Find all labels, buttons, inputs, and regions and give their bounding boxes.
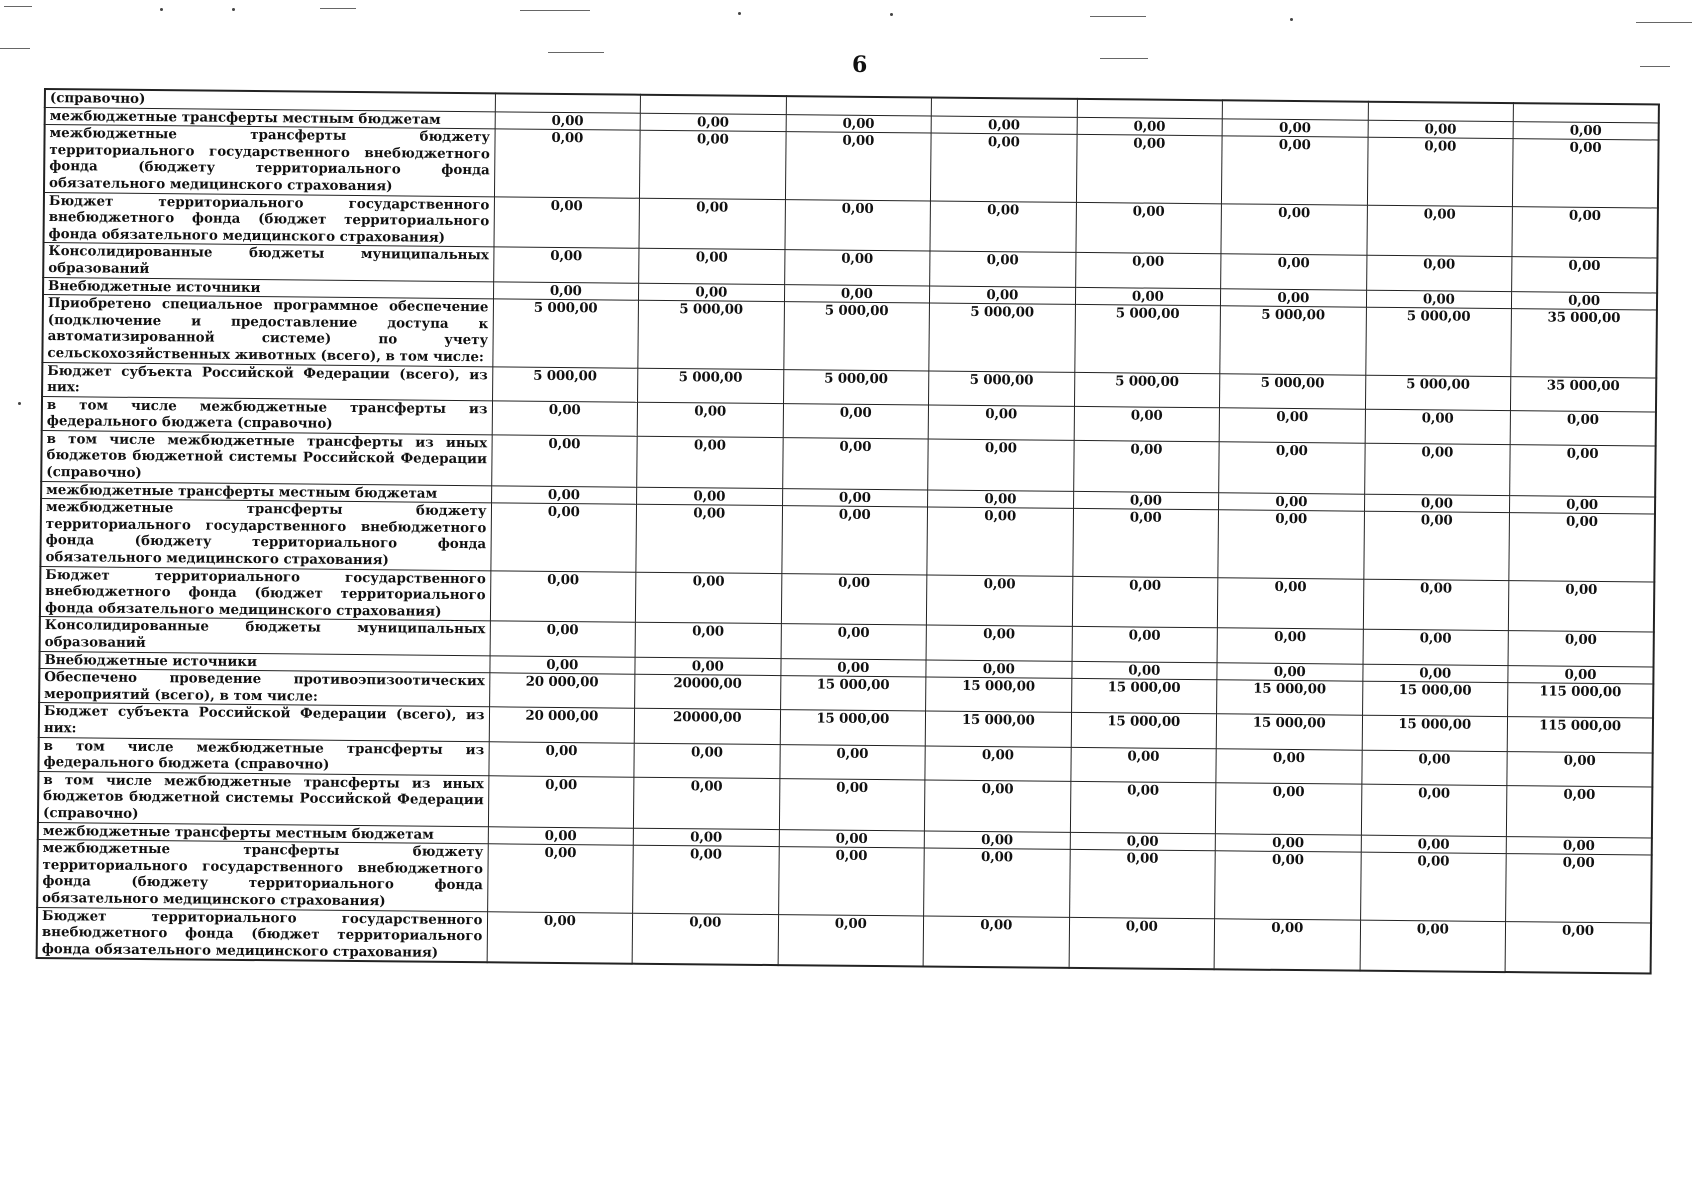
value-cell: 0,00 bbox=[782, 437, 928, 489]
value-cell: 0,00 bbox=[1075, 202, 1221, 254]
value-cell: 0,00 bbox=[1073, 440, 1219, 492]
value-cell: 0,00 bbox=[1072, 576, 1218, 628]
value-cell: 0,00 bbox=[637, 436, 783, 488]
value-cell: 0,00 bbox=[1217, 628, 1363, 664]
value-cell bbox=[931, 98, 1077, 117]
value-cell: 0,00 bbox=[1506, 785, 1652, 837]
row-label: Бюджет территориального государственного внебюджетного фонда (бюджет территориального фонда обязательного медицинского страхования) bbox=[37, 907, 487, 963]
row-label: Бюджет субъекта Российской Федерации (всего), из них: bbox=[39, 703, 489, 742]
value-cell: 0,00 bbox=[779, 778, 925, 830]
value-cell: 0,00 bbox=[1215, 851, 1361, 920]
value-cell: 0,00 bbox=[779, 744, 925, 780]
row-label: Бюджет субъекта Российской Федерации (всего), из них: bbox=[42, 362, 492, 401]
value-cell: 0,00 bbox=[783, 403, 929, 439]
row-label: межбюджетные трансферты местным бюджетам bbox=[41, 481, 491, 503]
value-cell: 0,00 bbox=[495, 111, 641, 130]
value-cell: 0,00 bbox=[639, 130, 785, 199]
value-cell: 0,00 bbox=[488, 741, 634, 777]
value-cell: 0,00 bbox=[640, 113, 786, 132]
value-cell: 0,00 bbox=[494, 129, 640, 198]
value-cell: 0,00 bbox=[924, 831, 1070, 850]
value-cell: 0,00 bbox=[1365, 409, 1511, 445]
value-cell: 0,00 bbox=[1361, 750, 1507, 786]
value-cell: 0,00 bbox=[927, 507, 1073, 576]
value-cell: 0,00 bbox=[1506, 854, 1652, 923]
value-cell: 0,00 bbox=[928, 439, 1074, 491]
value-cell: 15 000,00 bbox=[1362, 681, 1508, 717]
value-cell: 0,00 bbox=[637, 487, 783, 506]
value-cell: 0,00 bbox=[1506, 836, 1652, 855]
value-cell: 0,00 bbox=[490, 503, 636, 572]
value-cell: 5 000,00 bbox=[783, 302, 929, 371]
value-cell: 0,00 bbox=[1070, 832, 1216, 851]
value-cell: 0,00 bbox=[1071, 661, 1217, 680]
value-cell: 0,00 bbox=[1073, 491, 1219, 510]
value-cell: 0,00 bbox=[1363, 630, 1509, 666]
value-cell: 0,00 bbox=[1361, 784, 1507, 836]
value-cell: 0,00 bbox=[490, 570, 636, 622]
value-cell: 0,00 bbox=[779, 829, 925, 848]
value-cell: 0,00 bbox=[1364, 494, 1510, 513]
value-cell: 15 000,00 bbox=[926, 677, 1072, 713]
value-cell: 35 000,00 bbox=[1510, 376, 1656, 412]
row-label: межбюджетные трансферты бюджету территориального государственного внебюджетного фонда (бюджету территориального фонда обязательного медицинского страхования) bbox=[40, 499, 491, 571]
value-cell: 0,00 bbox=[1069, 917, 1215, 970]
value-cell: 5 000,00 bbox=[1219, 373, 1365, 409]
value-cell: 0,00 bbox=[635, 623, 781, 659]
value-cell: 15 000,00 bbox=[1217, 680, 1363, 716]
value-cell: 5 000,00 bbox=[1220, 306, 1366, 375]
value-cell: 0,00 bbox=[930, 133, 1076, 202]
value-cell: 15 000,00 bbox=[1071, 713, 1217, 749]
value-cell: 0,00 bbox=[778, 847, 924, 916]
value-cell: 5 000,00 bbox=[492, 299, 638, 368]
value-cell: 0,00 bbox=[929, 286, 1075, 305]
value-cell: 15 000,00 bbox=[1362, 716, 1508, 752]
value-cell: 0,00 bbox=[1221, 203, 1367, 255]
value-cell: 0,00 bbox=[1217, 662, 1363, 681]
value-cell: 0,00 bbox=[1366, 205, 1512, 257]
value-cell: 0,00 bbox=[1219, 442, 1365, 494]
value-cell: 0,00 bbox=[491, 435, 637, 487]
row-label: межбюджетные трансферты бюджету территориального государственного внебюджетного фонда (бюджету территориального фонда обязательного медицинского страхования) bbox=[44, 125, 495, 197]
value-cell: 0,00 bbox=[928, 405, 1074, 441]
value-cell: 0,00 bbox=[492, 401, 638, 437]
value-cell: 0,00 bbox=[1368, 120, 1514, 139]
value-cell: 0,00 bbox=[1222, 118, 1368, 137]
value-cell: 0,00 bbox=[926, 625, 1072, 661]
value-cell: 0,00 bbox=[1360, 852, 1506, 921]
value-cell: 0,00 bbox=[926, 660, 1072, 679]
value-cell: 0,00 bbox=[1511, 291, 1657, 310]
value-cell: 0,00 bbox=[1366, 290, 1512, 309]
value-cell: 0,00 bbox=[1513, 121, 1659, 140]
value-cell: 0,00 bbox=[1070, 747, 1216, 783]
value-cell: 5 000,00 bbox=[1074, 305, 1220, 374]
value-cell: 0,00 bbox=[1362, 664, 1508, 683]
row-label: межбюджетные трансферты местным бюджетам bbox=[38, 822, 488, 844]
value-cell: 0,00 bbox=[1072, 627, 1218, 663]
value-cell: 5 000,00 bbox=[783, 369, 929, 405]
value-cell: 0,00 bbox=[1215, 833, 1361, 852]
value-cell: 15 000,00 bbox=[1216, 714, 1362, 750]
value-cell bbox=[495, 93, 641, 112]
value-cell: 0,00 bbox=[1077, 117, 1223, 136]
row-label: (справочно) bbox=[45, 89, 495, 111]
budget-table-body bbox=[37, 89, 1659, 974]
value-cell: 5 000,00 bbox=[929, 303, 1075, 372]
value-cell: 0,00 bbox=[1219, 492, 1365, 511]
value-cell: 5 000,00 bbox=[1074, 372, 1220, 408]
value-cell: 35 000,00 bbox=[1511, 309, 1657, 378]
value-cell: 0,00 bbox=[1509, 513, 1655, 582]
value-cell: 5 000,00 bbox=[1365, 375, 1511, 411]
value-cell: 0,00 bbox=[1219, 407, 1365, 443]
value-cell: 115 000,00 bbox=[1507, 717, 1653, 753]
value-cell: 0,00 bbox=[1218, 510, 1364, 579]
row-label: межбюджетные трансферты местным бюджетам bbox=[45, 107, 495, 129]
value-cell: 0,00 bbox=[782, 488, 928, 507]
value-cell: 15 000,00 bbox=[780, 676, 926, 712]
value-cell: 0,00 bbox=[926, 575, 1072, 627]
value-cell: 0,00 bbox=[634, 743, 780, 779]
value-cell: 0,00 bbox=[1217, 577, 1363, 629]
row-label: Консолидированные бюджеты муниципальных образований bbox=[43, 243, 493, 282]
value-cell: 0,00 bbox=[1367, 137, 1513, 206]
row-label: в том числе межбюджетные трансферты из федерального бюджета (справочно) bbox=[42, 396, 492, 435]
value-cell: 0,00 bbox=[490, 621, 636, 657]
value-cell: 0,00 bbox=[632, 913, 778, 966]
row-label: в том числе межбюджетные трансферты из федерального бюджета (справочно) bbox=[38, 737, 488, 776]
budget-table-sheet bbox=[36, 88, 1658, 975]
value-cell: 0,00 bbox=[488, 826, 634, 845]
value-cell: 0,00 bbox=[1508, 631, 1654, 667]
value-cell: 20 000,00 bbox=[489, 673, 635, 709]
value-cell: 0,00 bbox=[1076, 135, 1222, 204]
value-cell: 0,00 bbox=[781, 624, 927, 660]
value-cell: 0,00 bbox=[778, 914, 924, 967]
value-cell: 5 000,00 bbox=[929, 371, 1075, 407]
value-cell: 0,00 bbox=[493, 281, 639, 300]
value-cell: 5 000,00 bbox=[492, 366, 638, 402]
row-label: межбюджетные трансферты бюджету территориального государственного внебюджетного фонда (бюджету территориального фонда обязательного медицинского страхования) bbox=[37, 840, 488, 912]
value-cell: 0,00 bbox=[1215, 783, 1361, 835]
value-cell: 0,00 bbox=[638, 283, 784, 302]
value-cell: 0,00 bbox=[784, 250, 930, 286]
value-cell: 0,00 bbox=[1512, 257, 1658, 293]
value-cell: 0,00 bbox=[1072, 509, 1218, 578]
value-cell: 0,00 bbox=[636, 504, 782, 573]
value-cell bbox=[786, 96, 932, 115]
value-cell bbox=[1513, 103, 1659, 122]
value-cell: 0,00 bbox=[633, 828, 779, 847]
row-label: Консолидированные бюджеты муниципальных образований bbox=[40, 617, 490, 656]
value-cell: 0,00 bbox=[1363, 579, 1509, 631]
value-cell: 0,00 bbox=[786, 114, 932, 133]
value-cell: 0,00 bbox=[1360, 920, 1506, 973]
value-cell: 0,00 bbox=[1070, 781, 1216, 833]
value-cell: 20000,00 bbox=[634, 709, 780, 745]
value-cell: 0,00 bbox=[639, 198, 785, 250]
value-cell: 0,00 bbox=[785, 132, 931, 201]
value-cell: 0,00 bbox=[1505, 921, 1651, 974]
value-cell: 20000,00 bbox=[635, 674, 781, 710]
value-cell: 0,00 bbox=[1361, 835, 1507, 854]
value-cell: 0,00 bbox=[635, 572, 781, 624]
value-cell: 0,00 bbox=[1366, 256, 1512, 292]
value-cell: 5 000,00 bbox=[638, 368, 784, 404]
value-cell: 5 000,00 bbox=[1365, 307, 1511, 376]
value-cell: 0,00 bbox=[487, 844, 633, 913]
value-cell: 15 000,00 bbox=[780, 710, 926, 746]
page-number: 6 bbox=[852, 52, 868, 78]
value-cell: 0,00 bbox=[1510, 410, 1656, 446]
value-cell: 0,00 bbox=[1507, 751, 1653, 787]
row-label: Приобретено специальное программное обеспечение (подключение и предоставление доступа к автоматизированной системе) по учету сельскохозяйственных животных (всего), в том числе: bbox=[42, 295, 493, 367]
value-cell: 0,00 bbox=[1214, 918, 1360, 971]
value-cell bbox=[1368, 102, 1514, 121]
value-cell: 0,00 bbox=[1509, 495, 1655, 514]
row-label: Обеспечено проведение противоэпизоотических мероприятий (всего), в том числе: bbox=[39, 669, 489, 708]
value-cell: 20 000,00 bbox=[489, 707, 635, 743]
value-cell: 0,00 bbox=[1216, 748, 1362, 784]
budget-table bbox=[36, 88, 1660, 975]
value-cell: 0,00 bbox=[489, 655, 635, 674]
value-cell: 0,00 bbox=[1512, 206, 1658, 258]
row-label: Бюджет территориального государственного внебюджетного фонда (бюджет территориального фонда обязательного медицинского страхования) bbox=[40, 566, 490, 621]
value-cell: 0,00 bbox=[493, 247, 639, 283]
value-cell: 0,00 bbox=[1508, 665, 1654, 684]
value-cell: 0,00 bbox=[639, 249, 785, 285]
value-cell: 0,00 bbox=[784, 284, 930, 303]
value-cell: 0,00 bbox=[1364, 443, 1510, 495]
row-label: Внебюджетные источники bbox=[39, 651, 489, 673]
value-cell: 0,00 bbox=[1221, 136, 1367, 205]
value-cell: 0,00 bbox=[923, 915, 1069, 968]
value-cell: 0,00 bbox=[1512, 139, 1658, 208]
value-cell: 0,00 bbox=[784, 199, 930, 251]
value-cell: 0,00 bbox=[924, 780, 1070, 832]
value-cell: 15 000,00 bbox=[925, 711, 1071, 747]
value-cell bbox=[640, 95, 786, 114]
value-cell: 0,00 bbox=[633, 845, 779, 914]
value-cell: 0,00 bbox=[780, 658, 926, 677]
value-cell: 0,00 bbox=[1510, 444, 1656, 496]
value-cell: 0,00 bbox=[1221, 254, 1367, 290]
value-cell: 0,00 bbox=[924, 848, 1070, 917]
value-cell: 0,00 bbox=[1220, 288, 1366, 307]
row-label: Бюджет территориального государственного внебюджетного фонда (бюджет территориального фонда обязательного медицинского страхования) bbox=[44, 192, 494, 247]
value-cell: 0,00 bbox=[487, 911, 633, 964]
value-cell: 0,00 bbox=[488, 776, 634, 828]
value-cell: 0,00 bbox=[1075, 287, 1221, 306]
value-cell: 0,00 bbox=[931, 116, 1077, 135]
value-cell: 0,00 bbox=[1074, 406, 1220, 442]
value-cell: 0,00 bbox=[493, 196, 639, 248]
value-cell: 0,00 bbox=[930, 251, 1076, 287]
row-label: Внебюджетные источники bbox=[43, 277, 493, 299]
value-cell: 0,00 bbox=[928, 490, 1074, 509]
value-cell: 0,00 bbox=[781, 573, 927, 625]
value-cell: 0,00 bbox=[637, 402, 783, 438]
value-cell bbox=[1222, 100, 1368, 119]
value-cell: 5 000,00 bbox=[638, 300, 784, 369]
value-cell: 115 000,00 bbox=[1508, 683, 1654, 719]
row-label: в том числе межбюджетные трансферты из иных бюджетов бюджетной системы Российской Федерации (справочно) bbox=[41, 430, 491, 485]
value-cell: 0,00 bbox=[633, 777, 779, 829]
row-label: в том числе межбюджетные трансферты из иных бюджетов бюджетной системы Российской Федерации (справочно) bbox=[38, 771, 488, 826]
value-cell: 15 000,00 bbox=[1071, 679, 1217, 715]
value-cell: 0,00 bbox=[1075, 253, 1221, 289]
value-cell: 0,00 bbox=[491, 485, 637, 504]
value-cell: 0,00 bbox=[1508, 580, 1654, 632]
value-cell: 0,00 bbox=[635, 657, 781, 676]
value-cell bbox=[1077, 99, 1223, 118]
value-cell: 0,00 bbox=[781, 506, 927, 575]
value-cell: 0,00 bbox=[930, 201, 1076, 253]
value-cell: 0,00 bbox=[1363, 511, 1509, 580]
value-cell: 0,00 bbox=[925, 746, 1071, 782]
value-cell: 0,00 bbox=[1069, 850, 1215, 919]
